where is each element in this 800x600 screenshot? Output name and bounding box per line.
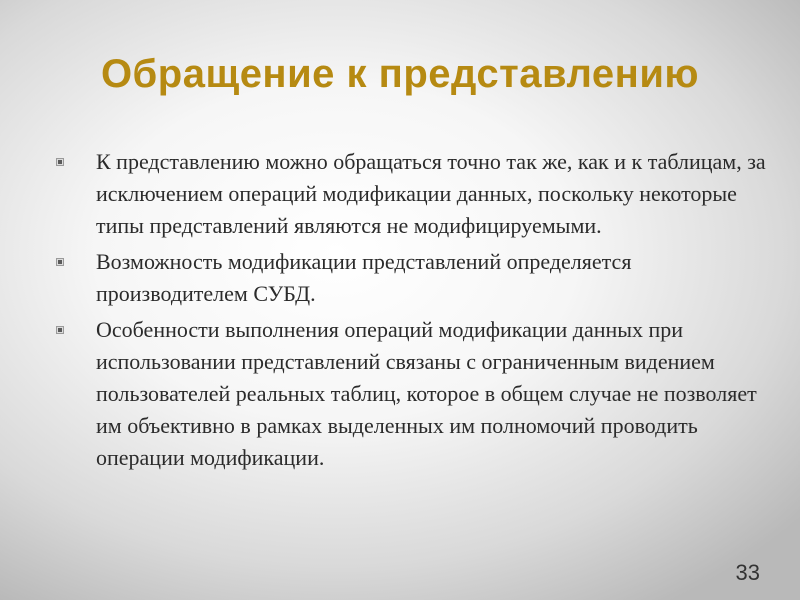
page-number: 33 [735, 560, 760, 585]
slide-title: Обращение к представлению [100, 52, 700, 96]
bullet-item [56, 314, 766, 474]
bullet-text: К представлению можно обращаться точно так же, как и к таблицам, за исключением операций модификации данных, поскольку некоторые типы представлений являются не модифицируемыми. [96, 149, 766, 238]
bullet-list [56, 146, 766, 478]
square-bullet-icon [56, 258, 64, 266]
square-bullet-icon [56, 326, 64, 334]
bullet-item [56, 146, 766, 242]
bullet-item [56, 246, 766, 310]
square-bullet-icon [56, 158, 64, 166]
bullet-text: Возможность модификации представлений определяется производителем СУБД. [96, 249, 632, 306]
bullet-text: Особенности выполнения операций модификации данных при использовании представлений связаны с ограниченным видением пользователей реальных таблиц, которое в общем случае не позволяет им объективно в рамках выделенных им полномочий проводить операции модификации. [96, 317, 757, 470]
